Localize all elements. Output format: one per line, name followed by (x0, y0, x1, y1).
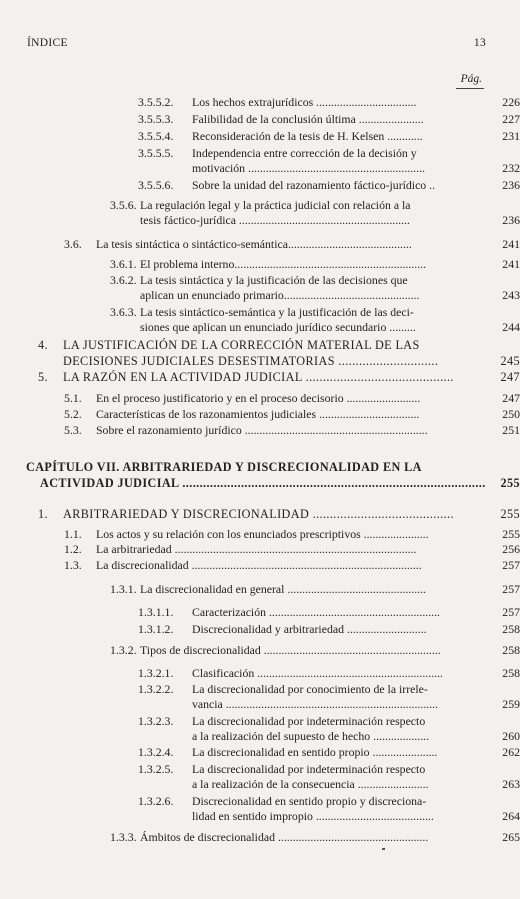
toc-entry-page: 256 (502, 542, 520, 556)
toc-entry-number: 3.5.5.4. (138, 129, 174, 143)
toc-entry (0, 273, 484, 288)
toc-entry-title: a la realización del supuesto de hecho ................... (192, 729, 430, 743)
toc-entry-number: 5. (38, 370, 48, 384)
toc-entry-number: 1.3. (64, 558, 82, 572)
toc-entry (0, 830, 520, 845)
toc-entry-number: 1.3.2. (110, 643, 137, 657)
toc-entry (0, 794, 484, 809)
toc-entry (0, 112, 520, 127)
toc-entry-title: Independencia entre corrección de la decisión y (192, 146, 417, 160)
toc-entry-page: 241 (502, 237, 520, 251)
toc-entry-title: DECISIONES JUDICIALES DESESTIMATORIAS ............................. (63, 354, 439, 368)
toc-entry-title: ARBITRARIEDAD Y DISCRECIONALIDAD ......................................... (63, 507, 454, 521)
toc-entry-page: 243 (502, 288, 520, 302)
toc-entry (0, 582, 520, 597)
toc-entry-title: tesis fáctico-jurídica .......................................................... (140, 213, 410, 227)
running-header-title: ÍNDICE (27, 37, 68, 49)
toc-entry-number: 1.3.2.4. (138, 745, 174, 759)
toc-entry-page: 244 (502, 320, 520, 334)
toc-entry-title: Características de los razonamientos judiciales .................................. (96, 407, 420, 421)
toc-entry (0, 527, 520, 542)
toc-entry-number: 1.3.2.1. (138, 666, 174, 680)
toc-entry-page: 250 (502, 407, 520, 421)
toc-entry-title: En el proceso justificatorio y en el proceso decisorio ......................... (96, 391, 421, 405)
toc-entry-title: La discrecionalidad en general ............................................... (140, 582, 426, 596)
toc-entry (0, 729, 520, 744)
toc-entry-number: 1.3.1. (110, 582, 137, 596)
toc-entry (0, 542, 520, 557)
toc-entry (0, 605, 520, 620)
toc-entry-number: 4. (38, 338, 48, 352)
toc-entry-title: La discrecionalidad por indeterminación respecto (192, 714, 426, 728)
toc-entry-title: ACTIVIDAD JUDICIAL ........................................................................................ (40, 476, 486, 490)
toc-entry-page: 258 (502, 666, 520, 680)
toc-entry (0, 423, 520, 438)
toc-entry (0, 476, 520, 491)
toc-entry (0, 745, 520, 760)
toc-entry-title: El problema interno................................................................. (140, 257, 427, 271)
toc-entry (0, 460, 484, 475)
toc-entry-title: Ámbitos de discrecionalidad ................................................... (140, 830, 429, 844)
toc-entry-title: lidad en sentido impropio ........................................ (192, 809, 434, 823)
toc-entry-title: La discrecionalidad .............................................................................. (96, 558, 422, 572)
toc-entry (0, 305, 484, 320)
toc-entry-title: La tesis sintáctica o sintáctico-semántica.......................................... (96, 237, 412, 251)
toc-entry-number: 3.6. (64, 237, 82, 251)
toc-entry-page: 236 (502, 178, 520, 192)
toc-entry-page: 258 (502, 643, 520, 657)
toc-entry-number: 1.3.1.2. (138, 622, 174, 636)
toc-entry-number: 3.5.5.3. (138, 112, 174, 126)
toc-entry-number: 1. (38, 507, 48, 521)
toc-entry-page: 264 (502, 809, 520, 823)
toc-entry-page: 257 (502, 582, 520, 596)
toc-entry-title: La discrecionalidad por conocimiento de la irrele- (192, 682, 428, 696)
toc-entry (0, 714, 484, 729)
toc-entry-number: 3.6.3. (110, 305, 137, 319)
toc-entry-title: La arbitrariedad .................................................................................. (96, 542, 417, 556)
toc-entry (0, 198, 484, 213)
toc-entry-title: Sobre el razonamiento jurídico .............................................................. (96, 423, 428, 437)
toc-entry-page: 260 (502, 729, 520, 743)
toc-entry-title: Los hechos extrajurídicos .................................. (192, 95, 417, 109)
toc-entry-title: LA RAZÓN EN LA ACTIVIDAD JUDICIAL ........................................... (63, 370, 454, 384)
toc-entry-page: 241 (502, 257, 520, 271)
toc-entry-title: La tesis sintáctico-semántica y la justificación de las deci- (140, 305, 414, 319)
toc-entry-title: La discrecionalidad en sentido propio ...................... (192, 745, 438, 759)
toc-entry (0, 178, 520, 193)
page-column-label: Pág. (460, 73, 482, 85)
toc-entry-page: 255 (500, 476, 520, 490)
toc-entry (0, 370, 520, 385)
toc-entry-number: 3.5.6. (110, 198, 137, 212)
toc-entry-title: Falibilidad de la conclusión última ...................... (192, 112, 424, 126)
toc-entry (0, 257, 520, 272)
toc-entry-page: 258 (502, 622, 520, 636)
toc-entry-title: CAPÍTULO VII. ARBITRARIEDAD Y DISCRECIONALIDAD EN LA (26, 460, 422, 474)
toc-entry (0, 129, 520, 144)
toc-entry-number: 3.5.5.5. (138, 146, 174, 160)
toc-entry-page: 227 (502, 112, 520, 126)
toc-entry-title: La regulación legal y la práctica judicial con relación a la (140, 198, 411, 212)
toc-entry-number: 1.2. (64, 542, 82, 556)
toc-entry-number: 5.3. (64, 423, 82, 437)
toc-entry-title: Sobre la unidad del razonamiento fáctico-jurídico .. (192, 178, 436, 192)
toc-entry (0, 95, 520, 110)
toc-entry (0, 697, 520, 712)
toc-entry-page: 231 (502, 129, 520, 143)
toc-entry-page: 257 (502, 605, 520, 619)
toc-entry (0, 391, 520, 406)
toc-entry (0, 407, 520, 422)
toc-entry (0, 354, 520, 369)
toc-entry (0, 237, 520, 252)
toc-entry (0, 338, 484, 353)
toc-entry-page: 226 (502, 95, 520, 109)
toc-entry-title: aplican un enunciado primario.............................................. (140, 288, 420, 302)
toc-entry-page: 247 (500, 370, 520, 384)
toc-entry-title: Discrecionalidad y arbitrariedad ........................... (192, 622, 427, 636)
toc-entry-page: 257 (502, 558, 520, 572)
toc-entry (0, 682, 484, 697)
toc-entry-page: 259 (502, 697, 520, 711)
toc-entry-number: 3.6.1. (110, 257, 137, 271)
toc-entry-number: 1.3.1.1. (138, 605, 174, 619)
page-column-rule (456, 88, 484, 89)
toc-entry-title: La discrecionalidad por indeterminación respecto (192, 762, 426, 776)
toc-entry-page: 265 (502, 830, 520, 844)
page-number: 13 (473, 37, 486, 49)
toc-entry (0, 762, 484, 777)
toc-entry-number: 1.3.2.5. (138, 762, 174, 776)
toc-entry-title: Reconsideración de la tesis de H. Kelsen ............ (192, 129, 423, 143)
toc-entry (0, 558, 520, 573)
toc-entry-title: LA JUSTIFICACIÓN DE LA CORRECCIÓN MATERIAL DE LAS (63, 338, 420, 352)
toc-entry-number: 1.3.2.3. (138, 714, 174, 728)
toc-entry-title: Discrecionalidad en sentido propio y discreciona- (192, 794, 427, 808)
toc-entry (0, 288, 520, 303)
toc-entry (0, 809, 520, 824)
toc-entry-title: siones que aplican un enunciado jurídico secundario ......... (140, 320, 416, 334)
toc-entry-number: 3.6.2. (110, 273, 137, 287)
toc-entry-number: 1.3.3. (110, 830, 137, 844)
toc-entry-number: 5.2. (64, 407, 82, 421)
toc-entry-number: 1.3.2.2. (138, 682, 174, 696)
toc-entry (0, 777, 520, 792)
toc-entry (0, 643, 520, 658)
toc-entry-title: Los actos y su relación con los enunciados prescriptivos ...................... (96, 527, 429, 541)
toc-entry-page: 247 (502, 391, 520, 405)
toc-entry-page: 262 (502, 745, 520, 759)
toc-entry-number: 1.3.2.6. (138, 794, 174, 808)
toc-entry-number: 3.5.5.6. (138, 178, 174, 192)
toc-entry-page: 255 (500, 507, 520, 521)
toc-entry-number: 1.1. (64, 527, 82, 541)
toc-entry-title: a la realización de la consecuencia ........................ (192, 777, 429, 791)
toc-entry (0, 161, 520, 176)
toc-entry (0, 507, 520, 522)
toc-entry-title: Clasificación ............................................................... (192, 666, 443, 680)
toc-entry-title: vancia ........................................................................ (192, 697, 439, 711)
toc-entry-title: Caracterización .......................................................... (192, 605, 441, 619)
toc-entry-page: 236 (502, 213, 520, 227)
toc-entry-page: 232 (502, 161, 520, 175)
toc-entry (0, 622, 520, 637)
toc-entry (0, 146, 484, 161)
ink-speck (382, 848, 385, 850)
toc-entry (0, 320, 520, 335)
toc-entry-number: 5.1. (64, 391, 82, 405)
toc-entry-number: 3.5.5.2. (138, 95, 174, 109)
toc-entry-page: 251 (502, 423, 520, 437)
toc-entry-title: Tipos de discrecionalidad ............................................................ (140, 643, 441, 657)
toc-entry-page: 245 (500, 354, 520, 368)
toc-entry-page: 263 (502, 777, 520, 791)
toc-entry-page: 255 (502, 527, 520, 541)
toc-entry (0, 666, 520, 681)
toc-entry (0, 213, 520, 228)
toc-entry-title: motivación ............................................................ (192, 161, 425, 175)
toc-entry-title: La tesis sintáctica y la justificación de las decisiones que (140, 273, 408, 287)
